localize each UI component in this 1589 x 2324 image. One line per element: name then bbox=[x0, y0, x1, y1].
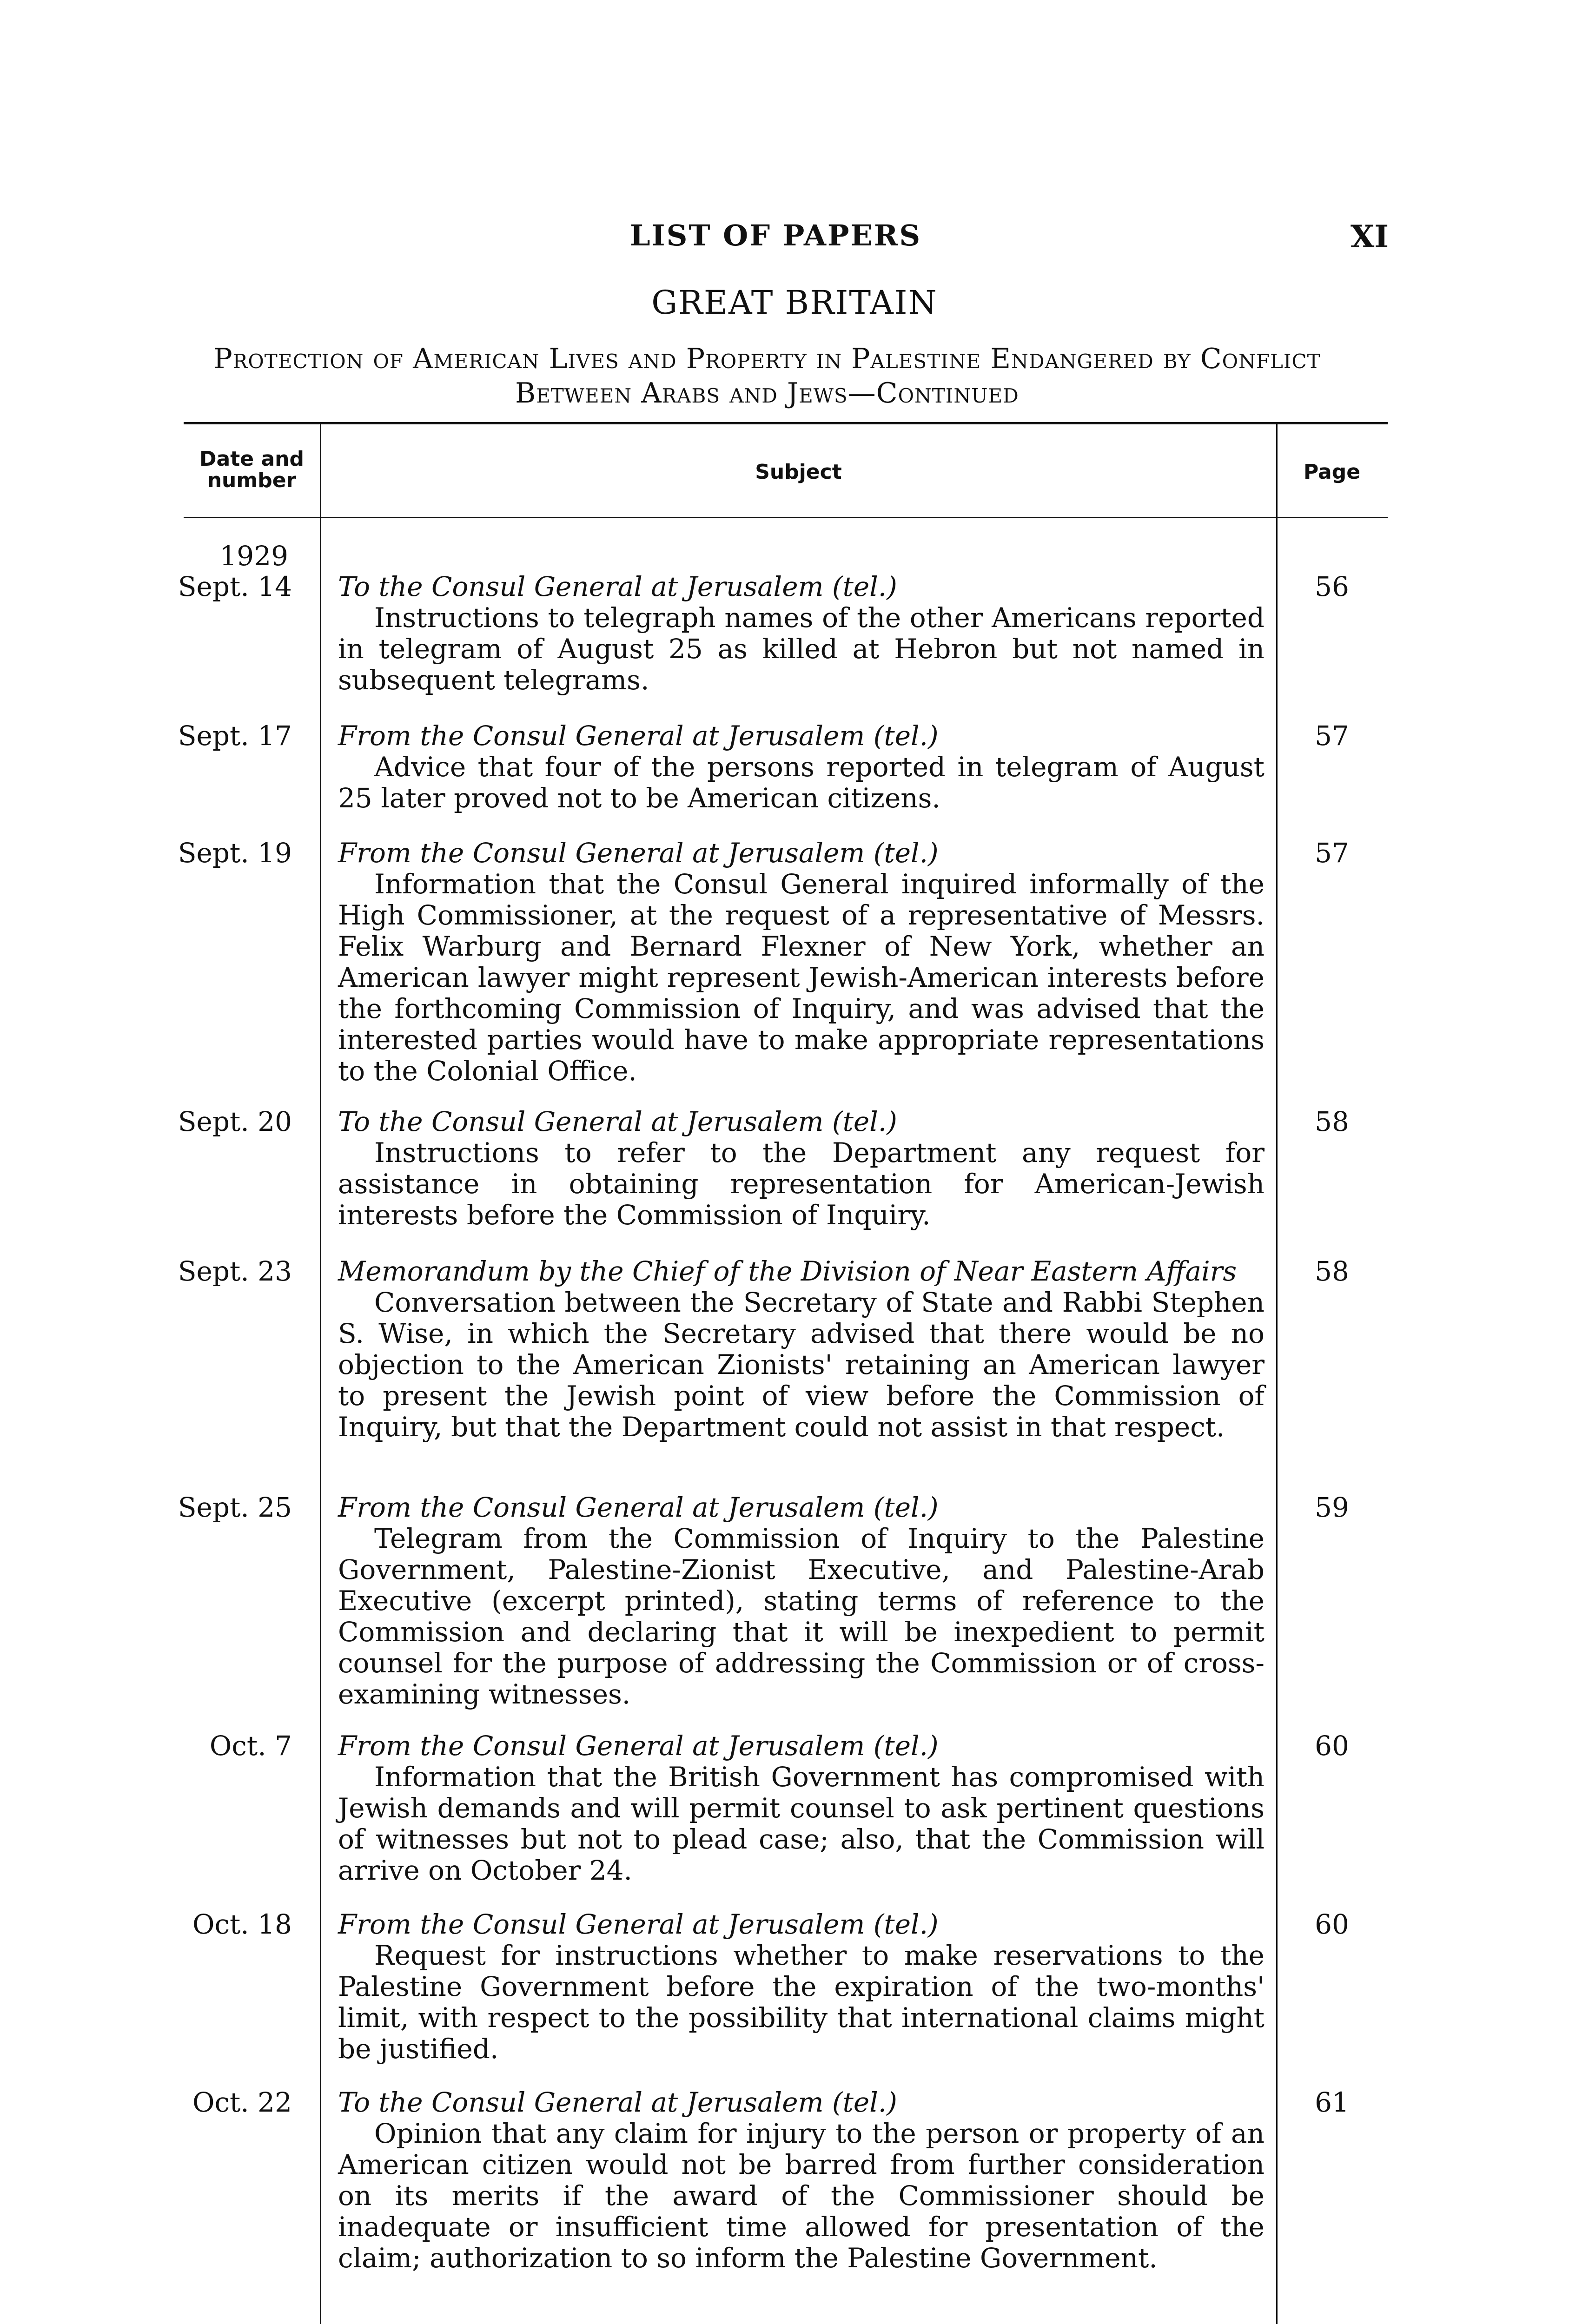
entry-page: 60 bbox=[1315, 1730, 1349, 1762]
entry-title: To the Consul General at Jerusalem (tel.) bbox=[338, 571, 897, 602]
entry-subject bbox=[338, 1256, 1265, 1443]
entry-summary: Opinion that any claim for injury to the person or property of an American citizen would not be barred from further consideration on its merits if the award of the Commissioner should be inadequate or insufficient time allowed for presentation of the claim; authorization to so inform the Palestine Government. bbox=[338, 2118, 1265, 2274]
topic-heading: Protection of American Lives and Property in Palestine Endangered by Conflict Between Arabs and Jews—Continued bbox=[213, 343, 1321, 409]
running-head bbox=[0, 218, 1589, 256]
entry-summary: Telegram from the Commission of Inquiry to the Palestine Government, Palestine-Zionist Executive, and Palestine-Arab Executive (excerpt printed), stating terms of reference to the Commission and declaring that it will be inexpedient to permit counsel for the purpose of addressing the Commission or of cross-examining witnesses. bbox=[338, 1523, 1265, 1710]
entry-subject bbox=[338, 720, 1265, 814]
entry-subject bbox=[338, 1492, 1265, 1710]
entry-title: From the Consul General at Jerusalem (tel.) bbox=[338, 1492, 939, 1523]
entry-subject bbox=[338, 1909, 1265, 2065]
entry-date: Sept. 19 bbox=[178, 837, 292, 869]
entry-page: 58 bbox=[1315, 1255, 1349, 1287]
entry-date: Sept. 14 bbox=[178, 571, 292, 602]
entry-date: Oct. 22 bbox=[192, 2086, 292, 2118]
entry-subject bbox=[338, 1106, 1265, 1231]
entry-page: 61 bbox=[1315, 2086, 1349, 2118]
entry-date: Sept. 20 bbox=[178, 1106, 292, 1137]
entry-subject bbox=[338, 1730, 1265, 1886]
entry-title: From the Consul General at Jerusalem (tel.) bbox=[338, 720, 939, 752]
entry-page: 56 bbox=[1315, 571, 1349, 602]
column-header-subject: Subject bbox=[755, 460, 842, 484]
entry-subject bbox=[338, 571, 1265, 696]
entry-date: Sept. 25 bbox=[178, 1492, 292, 1523]
entry-subject bbox=[338, 2087, 1265, 2274]
entry-summary: Instructions to refer to the Department any request for assistance in obtaining representation for American-Jewish interests before the Commission of Inquiry. bbox=[338, 1137, 1265, 1231]
year-label: 1929 bbox=[219, 540, 288, 572]
entry-title: To the Consul General at Jerusalem (tel.) bbox=[338, 2086, 897, 2118]
section-title: GREAT BRITAIN bbox=[651, 284, 938, 322]
entry-page: 58 bbox=[1315, 1106, 1349, 1137]
entry-date: Sept. 17 bbox=[178, 720, 292, 752]
entry-title: Memorandum by the Chief of the Division of Near Eastern Affairs bbox=[338, 1255, 1237, 1287]
entry-summary: Advice that four of the persons reported in telegram of August 25 later proved not to be American citizens. bbox=[338, 751, 1265, 814]
entry-summary: Request for instructions whether to make reservations to the Palestine Government before the expiration of the two-months' limit, with respect to the possibility that international claims might be justified. bbox=[338, 1940, 1265, 2065]
column-divider-right bbox=[1276, 423, 1278, 2324]
entry-page: 59 bbox=[1315, 1492, 1349, 1523]
entry-title: To the Consul General at Jerusalem (tel.) bbox=[338, 1106, 897, 1137]
entry-summary: Information that the Consul General inquired informally of the High Commissioner, at the request of a representative of Messrs. Felix Warburg and Bernard Flexner of New York, whether an American lawyer might represent Jewish-American interests before the forthcoming Commission of Inquiry, and was advised that the interested parties would have to make appropriate representations to the Colonial Office. bbox=[338, 868, 1265, 1087]
entry-page: 60 bbox=[1315, 1908, 1349, 1940]
entry-date: Oct. 18 bbox=[192, 1908, 292, 1940]
entry-title: From the Consul General at Jerusalem (tel.) bbox=[338, 1730, 939, 1762]
entry-title: From the Consul General at Jerusalem (tel.) bbox=[338, 837, 939, 869]
table-top-rule bbox=[184, 422, 1388, 424]
entry-title: From the Consul General at Jerusalem (tel.) bbox=[338, 1908, 939, 1940]
entry-summary: Instructions to telegraph names of the other Americans reported in telegram of August 25 as killed at Hebron but not named in subsequent telegrams. bbox=[338, 602, 1265, 696]
table-header-rule bbox=[184, 517, 1388, 518]
entry-subject bbox=[338, 838, 1265, 1087]
entry-date: Sept. 23 bbox=[178, 1255, 292, 1287]
column-divider-left bbox=[320, 423, 321, 2324]
entry-summary: Conversation between the Secretary of State and Rabbi Stephen S. Wise, in which the Secretary advised that there would be no objection to the American Zionists' retaining an American lawyer to present the Jewish point of view before the Commission of Inquiry, but that the Department could not assist in that respect. bbox=[338, 1287, 1265, 1443]
page-numeral: XI bbox=[1351, 218, 1389, 255]
entry-date: Oct. 7 bbox=[209, 1730, 292, 1762]
entry-page: 57 bbox=[1315, 720, 1349, 752]
column-header-page: Page bbox=[1303, 460, 1361, 484]
entry-page: 57 bbox=[1315, 837, 1349, 869]
running-title: LIST OF PAPERS bbox=[630, 218, 922, 252]
entry-summary: Information that the British Government has compromised with Jewish demands and will permit counsel to ask pertinent questions of witnesses but not to plead case; also, that the Commission will arrive on October 24. bbox=[338, 1761, 1265, 1886]
column-header-date: Date and number bbox=[199, 447, 304, 492]
